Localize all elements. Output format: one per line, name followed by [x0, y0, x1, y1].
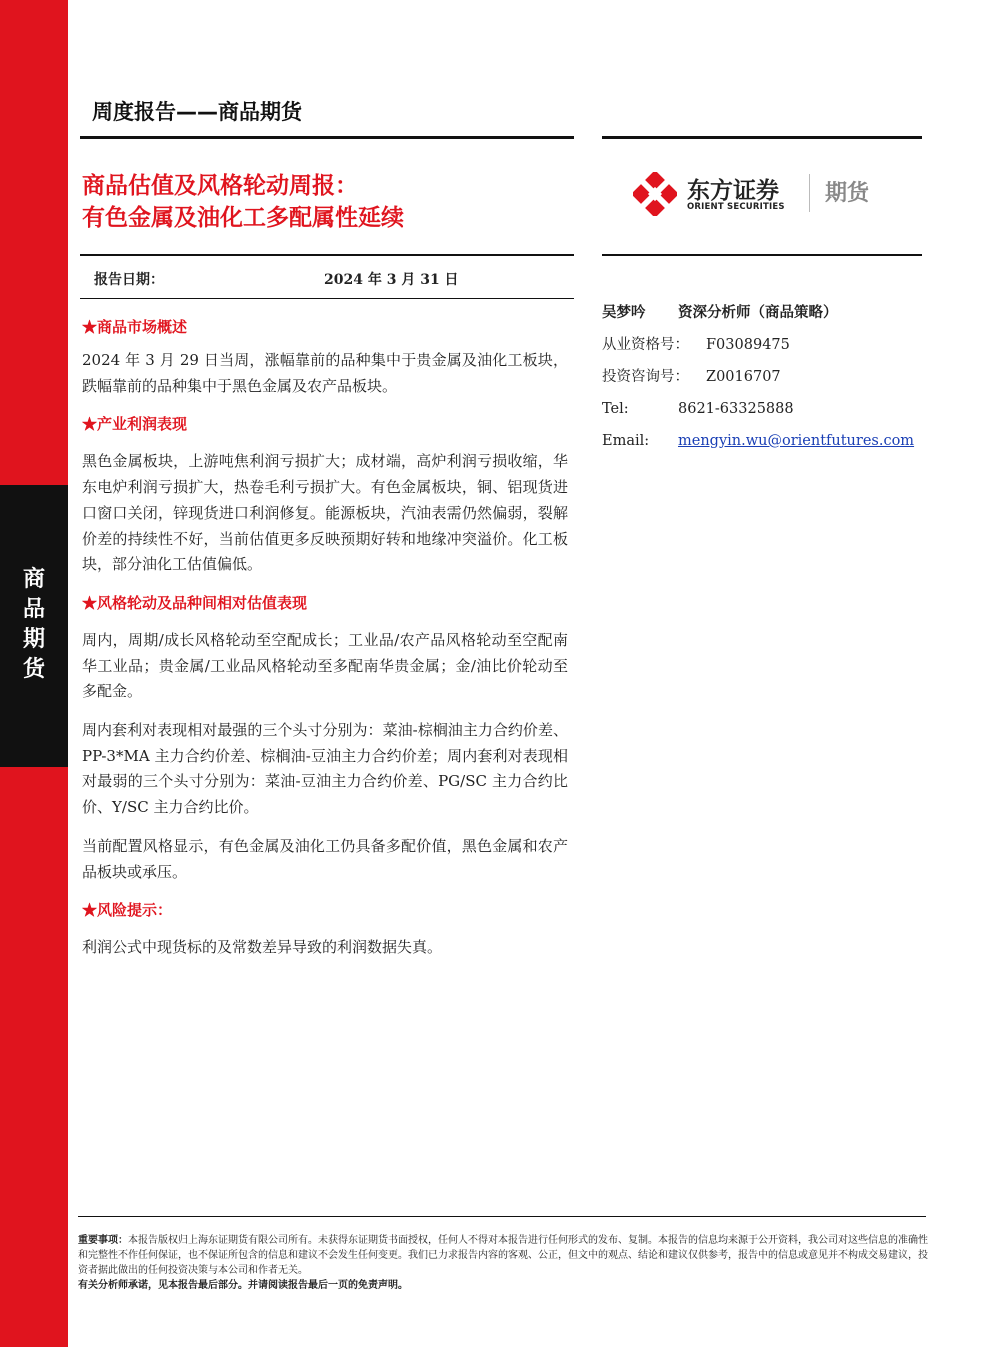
report-title: [82, 170, 404, 234]
title-line-2: 有色金属及油化工多配属性延续: [82, 205, 404, 231]
logo-suffix: 期货: [825, 181, 870, 206]
disclaimer-bold-line: 有关分析师承诺，见本报告最后部分。并请阅读报告最后一页的免责声明。: [78, 1280, 408, 1291]
side-char: 期: [22, 627, 45, 652]
analyst-name: 吴梦吟: [602, 304, 646, 321]
logo-cn-name: 东方证券: [687, 178, 779, 204]
analyst-tel-row: [602, 397, 922, 429]
tel-label: Tel:: [602, 401, 629, 417]
side-char: 货: [22, 657, 45, 682]
paragraph: 周内，周期/成长风格轮动至空配成长；工业品/农产品风格轮动至空配南华工业品；贵金属/工业品风格轮动至多配南华贵金属；金/油比价轮动至多配金。: [82, 630, 568, 701]
tel-value: 8621-63325888: [678, 401, 794, 417]
analyst-name-row: [602, 301, 922, 333]
paragraph: 当前配置风格显示，有色金属及油化工仍具备多配价值，黑色金属和农产品板块或承压。: [82, 836, 568, 881]
disclaimer-rule: [78, 1216, 926, 1217]
analyst-role: 资深分析师（商品策略）: [678, 304, 838, 321]
disclaimer: [78, 1233, 930, 1293]
report-type: 周度报告——商品期货: [92, 100, 302, 124]
disclaimer-label: 重要事项：: [78, 1235, 128, 1246]
title-line-1: 商品估值及风格轮动周报：: [82, 173, 358, 199]
side-category-label: [0, 565, 68, 685]
logo-en-name: ORIENT SECURITIES: [687, 202, 785, 212]
paragraph: 黑色金属板块，上游吨焦利润亏损扩大；成材端，高炉利润亏损收缩，华东电炉利润亏损扩大，热卷毛利亏损扩大。有色金属板块，铜、铝现货进口窗口关闭，锌现货进口利润修复。能源板块，汽油表需仍然偏弱，裂解价差的持续性不好，当前估值更多反映预期好转和地缘冲突溢价。化工板块，部分油化工估值偏低。: [82, 452, 568, 574]
email-label: Email:: [602, 433, 650, 449]
title-rule-left: [80, 254, 574, 256]
analyst-info: [602, 301, 922, 461]
paragraph: 2024 年 3 月 29 日当周，涨幅靠前的品种集中于贵金属及油化工板块，跌幅靠前的品种集中于黑色金属及农产品板块。: [82, 351, 568, 395]
logo-divider: [809, 174, 810, 212]
license-value: F03089475: [706, 337, 790, 353]
section-heading-market: ★商品市场概述: [82, 318, 188, 336]
main-content: [82, 314, 568, 961]
license-label: 从业资格号：: [602, 337, 689, 353]
side-char: 品: [22, 597, 45, 622]
report-date-row: [94, 269, 564, 289]
section-heading-profit: ★产业利润表现: [82, 415, 188, 434]
orient-logo-icon: [633, 172, 677, 216]
section-heading-risk: ★风险提示：: [82, 901, 173, 920]
company-logo: [633, 170, 893, 218]
side-char: 商: [22, 567, 45, 592]
date-rule: [80, 298, 574, 299]
analyst-consult-row: [602, 365, 922, 397]
section-heading-style-rotation: ★风格轮动及品种间相对估值表现: [82, 593, 308, 612]
paragraph: 周内套利对表现相对最强的三个头寸分别为：菜油-棕榈油主力合约价差、PP-3*MA 主力合约价差、棕榈油-豆油主力合约价差；周内套利对表现相对最弱的三个头寸分别为：菜油-豆油主力合约价差、PG/SC 主力合约比价、Y/SC 主力合约比价。: [82, 721, 568, 817]
header-rule-left: [80, 136, 574, 139]
report-date-label: 报告日期：: [94, 272, 164, 288]
analyst-license-row: [602, 333, 922, 365]
paragraph: 利润公式中现货标的及常数差异导致的利润数据失真。: [82, 938, 443, 957]
analyst-email-row: [602, 429, 922, 461]
disclaimer-text: 本报告版权归上海东证期货有限公司所有。未获得东证期货书面授权，任何人不得对本报告进行任何形式的发布、复制。本报告的信息均来源于公开资料，我公司对这些信息的准确性和完整性不作任何保证，也不保证所包含的信息和建议不会发生任何变更。我们已力求报告内容的客观、公正，但文中的观点、结论和建议仅供参考，报告中的信息或意见并不构成交易建议，投资者据此做出的任何投资决策与本公司和作者无关。: [78, 1235, 928, 1276]
consult-label: 投资咨询号：: [602, 369, 689, 385]
header-rule-right: [602, 136, 922, 139]
title-rule-right: [602, 254, 922, 256]
report-date-value: 2024 年 3 月 31 日: [324, 272, 459, 288]
consult-value: Z0016707: [706, 369, 781, 385]
email-link[interactable]: mengyin.wu@orientfutures.com: [678, 433, 915, 449]
